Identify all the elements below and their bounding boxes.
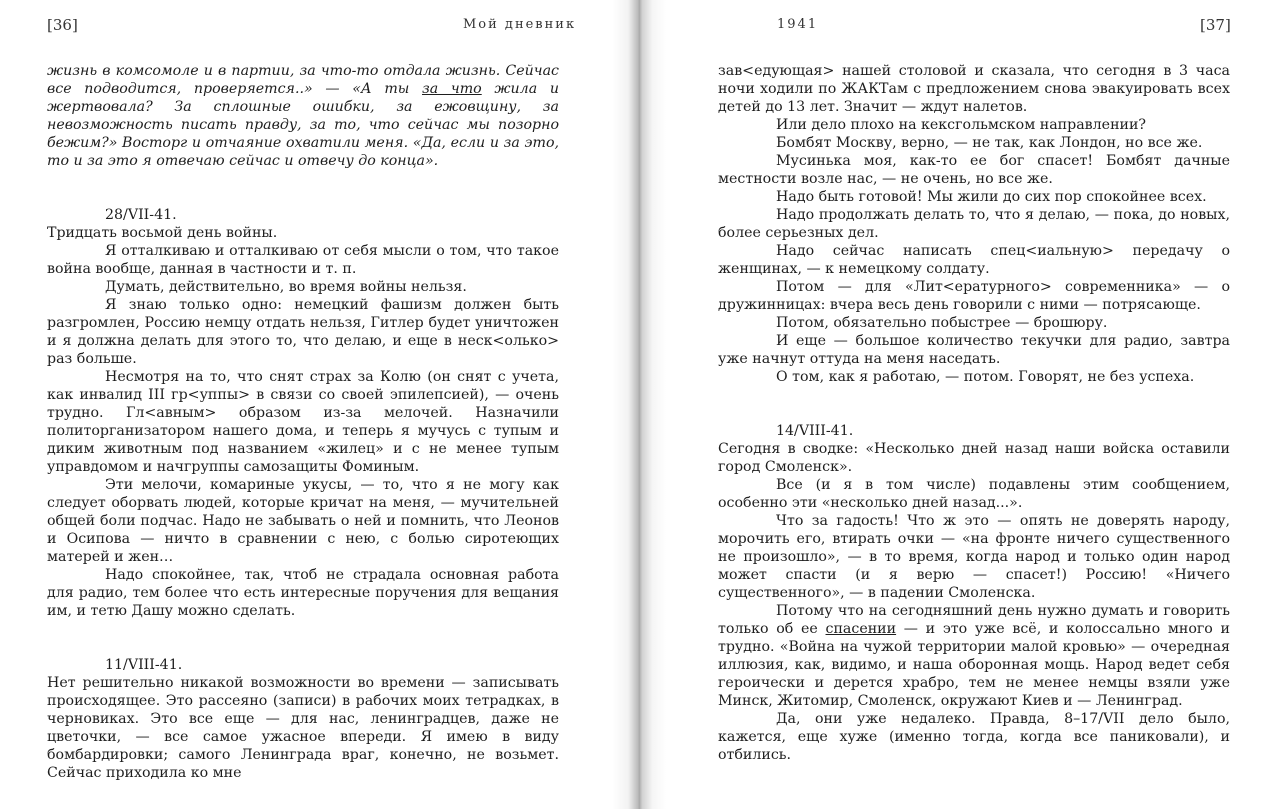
paragraph: Или дело плохо на кексгольмском направлении? (776, 117, 1147, 133)
underlined-word: спасении (825, 621, 897, 637)
paragraph: Эти мелочи, комариные укусы, — то, что я не могу как следует оборвать людей, которые кричат на меня, — мучительней общей боли подчас. Надо не забывать о ней и помнить, что Леонов и Осипова — ничто в сравнении с нею, с болью сиротеющих матерей и жен… (47, 477, 559, 565)
paragraph: Надо сейчас написать спец<иальную> передачу о женщинах, — к немецкому солдату. (718, 243, 1230, 277)
paragraph: Потому что на сегодняшний день нужно думать и говорить только об ее спасении — и это уже всё, и колоссально много и трудно. «Война на чужой территории малой кровью» — очередная иллюзия, как, видимо, и наша оборонная мощь. Народ ведет себя героически и дерется храбро, тем не менее немцы взяли уже Минск, Житомир, Смоленск, окружают Киев и — Ленинград. (718, 603, 1230, 709)
paragraph: Мусинька моя, как-то ее бог спасет! Бомбят дачные местности возле нас, — не очень, но все же. (718, 153, 1230, 187)
paragraph: Думать, действительно, во время войны нельзя. (105, 279, 467, 295)
paragraph: Надо спокойнее, так, чтоб не страдала основная работа для радио, тем более что есть интересные поручения для вещания им, и тетю Дашу можно сделать. (47, 567, 559, 619)
intro-paragraph: жизнь в комсомоле и в партии, за что-то отдала жизнь. Сейчас все подводится, проверяется..» — «А ты за что жила и жертвовала? За сплошные ошибки, за ежовщину, за невозможность писать правду, за то, что сейчас мы позорно бежим?» Восторг и отчаяние охватили меня. «Да, если и за это, то и за это я отвечаю сейчас и отвечу до конца». (47, 63, 559, 169)
book-gutter (612, 0, 666, 809)
entry-date: 14/VIII-41. (776, 423, 854, 439)
paragraph: Да, они уже недалеко. Правда, 8–17/VII дело было, кажется, еще хуже (именно тогда, когда все паниковали), и отбились. (718, 711, 1230, 763)
paragraph: Я отталкиваю и отталкиваю от себя мысли о том, что такое война вообще, данная в частности и т. п. (47, 243, 559, 277)
entry-date: 11/VIII-41. (105, 657, 183, 673)
paragraph: И еще — большое количество текучки для радио, завтра уже начнут оттуда на меня наседать. (718, 333, 1230, 367)
paragraph: Тридцать восьмой день войны. (47, 225, 278, 241)
paragraph: Несмотря на то, что снят страх за Колю (он снят с учета, как инвалид III гр<уппы> в связи со своей эпилепсией), — очень трудно. Гл<авным> образом из-за мелочей. Назначили политорганизатором нашего дома, и теперь я мучусь с тупым и диким животным под названием «жилец» и с не менее тупым управдомом и начгруппы самозащиты Фоминым. (47, 369, 559, 475)
paragraph: Что за гадость! Что ж это — опять не доверять народу, морочить его, втирать очки — «на фронте ничего существенного не произошло», — в то время, когда народ и только один народ может спасти (и я верю — спасет!) Россию! «Ничего существенного», — в падении Смоленска. (718, 513, 1230, 601)
paragraph: Потом — для «Лит<ературного> современника» — о дружинницах: вчера весь день говорили с ними — потрясающе. (718, 279, 1230, 313)
underlined-phrase: за что (422, 81, 482, 97)
paragraph: Надо продолжать делать то, что я делаю, — пока, до новых, более серьезных дел. (718, 207, 1230, 241)
paragraph: Бомбят Москву, верно, — не так, как Лондон, но все же. (776, 135, 1203, 151)
left-page-text (47, 62, 559, 782)
right-page-text (718, 62, 1230, 764)
paragraph: Все (и я в том числе) подавлены этим сообщением, особенно эти «несколько дней назад...». (718, 477, 1230, 511)
paragraph: зав<едующая> нашей столовой и сказала, что сегодня в 3 часа ночи ходили по ЖАКТам с предложением снова эвакуировать всех детей до 13 лет. Значит — ждут налетов. (718, 63, 1230, 115)
paragraph: Сегодня в сводке: «Несколько дней назад наши войска оставили город Смоленск». (718, 441, 1230, 475)
paragraph: Нет решительно никакой возможности во времени — записывать происходящее. Это рассеяно (записи) в рабочих моих тетрадках, в черновиках. Это все еще — для нас, ленинградцев, даже не цветочки, — все самое ужасное впереди. Я имею в виду бомбардировки; самого Ленинграда враг, конечно, не возьмет. Сейчас приходила ко мне (47, 675, 559, 781)
right-running-head: 1941 (777, 17, 819, 32)
left-page-number: [36] (47, 16, 78, 34)
left-running-head: Мой дневник (463, 17, 577, 32)
paragraph: Потом, обязательно побыстрее — брошюру. (776, 315, 1108, 331)
right-page-number: [37] (1200, 16, 1231, 34)
paragraph: Я знаю только одно: немецкий фашизм должен быть разгромлен, Россию немцу отдать нельзя, Гитлер будет уничтожен и я должна делать для этого то, что делаю, и еще в неск<олько> раз больше. (47, 297, 559, 367)
entry-date: 28/VII-41. (105, 207, 177, 223)
paragraph: О том, как я работаю, — потом. Говорят, не без успеха. (776, 369, 1195, 385)
paragraph: Надо быть готовой! Мы жили до сих пор спокойнее всех. (776, 189, 1207, 205)
